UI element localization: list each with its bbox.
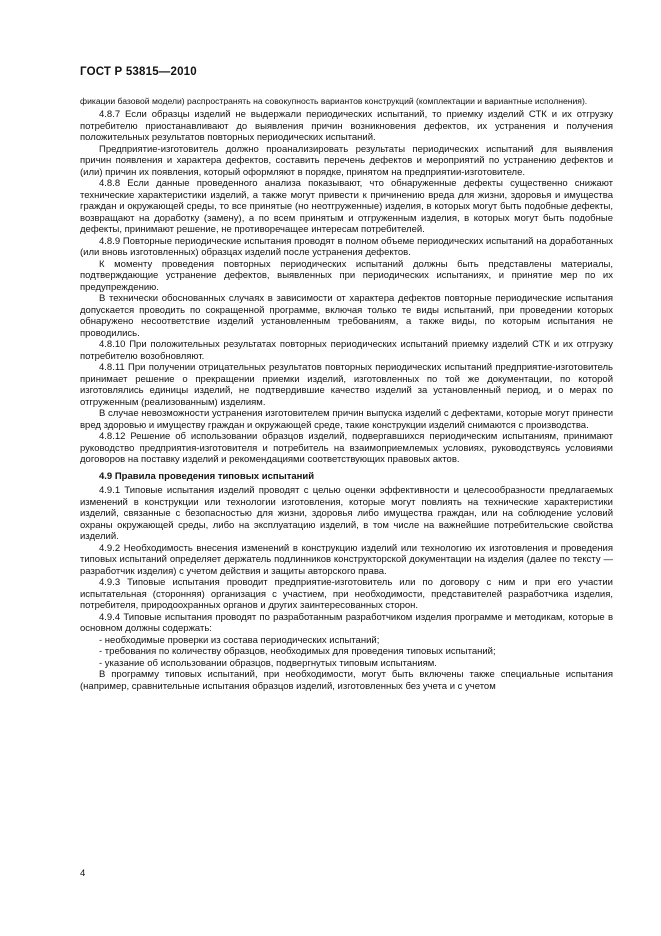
paragraph: Предприятие-изготовитель должно проанализировать результаты периодических испытаний для выявления причин появления и характера дефектов, составить перечень дефектов и мероприятий по устранению дефектов и (или) причин их появления, который оформляют в порядке, принятом на предприятии-изготовителе. <box>80 143 613 178</box>
page-number: 4 <box>80 868 86 879</box>
paragraph-4-8-11: 4.8.11 При получении отрицательных результатов повторных периодических испытаний предприятие-изготовитель принимает решение о прекращении приемки изделий, изготовленных по той же документации, по которой изготовлялись единицы изделий, не подтвердившие качество изделий за установленный период, и о мерах по отгруженным (реализованным) изделиям. <box>80 362 613 408</box>
paragraph-4-8-7: 4.8.7 Если образцы изделий не выдержали периодических испытаний, то приемку изделий СТК и их отгрузку потребителю приостанавливают до выявления причин возникновения дефектов, их устранения и получения положительных результатов повторных периодических испытаний. <box>80 109 613 143</box>
paragraph: В программу типовых испытаний, при необходимости, могут быть включены также специальные испытания (например, сравнительные испытания образцов изделий, изготовленных без учета и с учетом <box>80 669 613 692</box>
paragraph-4-9-4: 4.9.4 Типовые испытания проводят по разработанным разработчиком изделия программе и методикам, которые в основном должны содержать: <box>80 611 613 634</box>
list-item: - необходимые проверки из состава периодических испытаний; <box>99 634 380 646</box>
document-body <box>80 96 613 692</box>
paragraph: В случае невозможности устранения изготовителем причин выпуска изделий с дефектами, которые могут принести вред здоровью и имуществу граждан и окружающей среде, такие конструкции изделий снимаются с производства. <box>80 408 613 431</box>
list-item: - указание об использовании образцов, подвергнутых типовым испытаниям. <box>99 657 437 669</box>
paragraph-4-8-10: 4.8.10 При положительных результатах повторных периодических испытаний приемку изделий СТК и их отгрузку потребителю возобновляют. <box>80 339 613 362</box>
section-heading-4-9: 4.9 Правила проведения типовых испытаний <box>99 470 315 482</box>
page-header-standard-code: ГОСТ Р 53815—2010 <box>80 66 197 78</box>
list-item: - требования по количеству образцов, необходимых для проведения типовых испытаний; <box>99 646 496 657</box>
paragraph-4-8-9: 4.8.9 Повторные периодические испытания проводят в полном объеме периодических испытаний на доработанных (или вновь изготовленных) образцах изделий после устранения дефектов. <box>80 235 613 258</box>
paragraph-4-8-12: 4.8.12 Решение об использовании образцов изделий, подвергавшихся периодическим испытаниям, принимают руководство предприятия-изготовителя и потребитель на взаимоприемлемых условиях, руководствуясь условиями договоров на поставку изделий и рекомендациями соответствующих правовых актов. <box>80 431 613 465</box>
paragraph-4-8-8: 4.8.8 Если данные проведенного анализа показывают, что обнаруженные дефекты существенно снижают технические характеристики изделий, а также могут привести к причинению вреда для жизни, здоровья и имущества граждан и окружающей среды, то все принятые (но неотгруженные) изделия, в которых могут быть подобные дефекты, возвращают на доработку (замену), а по всем принятым и отгруженным изделия, в которых могут быть подобные дефекты, принимают решение, не противоречащее интересам потребителей. <box>80 178 613 235</box>
paragraph: К моменту проведения повторных периодических испытаний должны быть представлены материалы, подтверждающие устранение дефектов, выявленных при периодических испытаниях, и принятие мер по их предупреждению. <box>80 258 613 293</box>
paragraph-4-9-1: 4.9.1 Типовые испытания изделий проводят с целью оценки эффективности и целесообразности предлагаемых изменений в конструкции или технологии изготовления, которые могут повлиять на технические характеристики изделий, связанные с безопасностью для жизни, здоровья либо имущества граждан, или на соблюдение условий охраны окружающей среды, либо на эксплуатацию изделий, в том числе на важнейшие потребительские свойства изделий. <box>80 485 613 542</box>
paragraph-4-9-2: 4.9.2 Необходимость внесения изменений в конструкцию изделий или технологию их изготовления и проведения типовых испытаний определяет держатель подлинников конструкторской документации на изделия (далее по тексту — разработчик изделия) с учетом действия и защиты авторского права. <box>80 542 613 577</box>
paragraph: фикации базовой модели) распространять на совокупность вариантов конструкций (комплектации и вариантные исполнения). <box>80 96 588 106</box>
paragraph-4-9-3: 4.9.3 Типовые испытания проводит предприятие-изготовитель или по договору с ним и при его участии испытательная (сторонняя) организация с участием, при необходимости, представителей разработчика изделия, потребителя, природоохранных органов и других заинтересованных сторон. <box>80 577 613 611</box>
paragraph: В технически обоснованных случаях в зависимости от характера дефектов повторные периодические испытания допускается проводить по сокращенной программе, включая только те виды испытаний, при проведении которых обнаружено несоответствие изделий установленным требованиям, а также виды, по которым испытания не проводились. <box>80 293 613 339</box>
